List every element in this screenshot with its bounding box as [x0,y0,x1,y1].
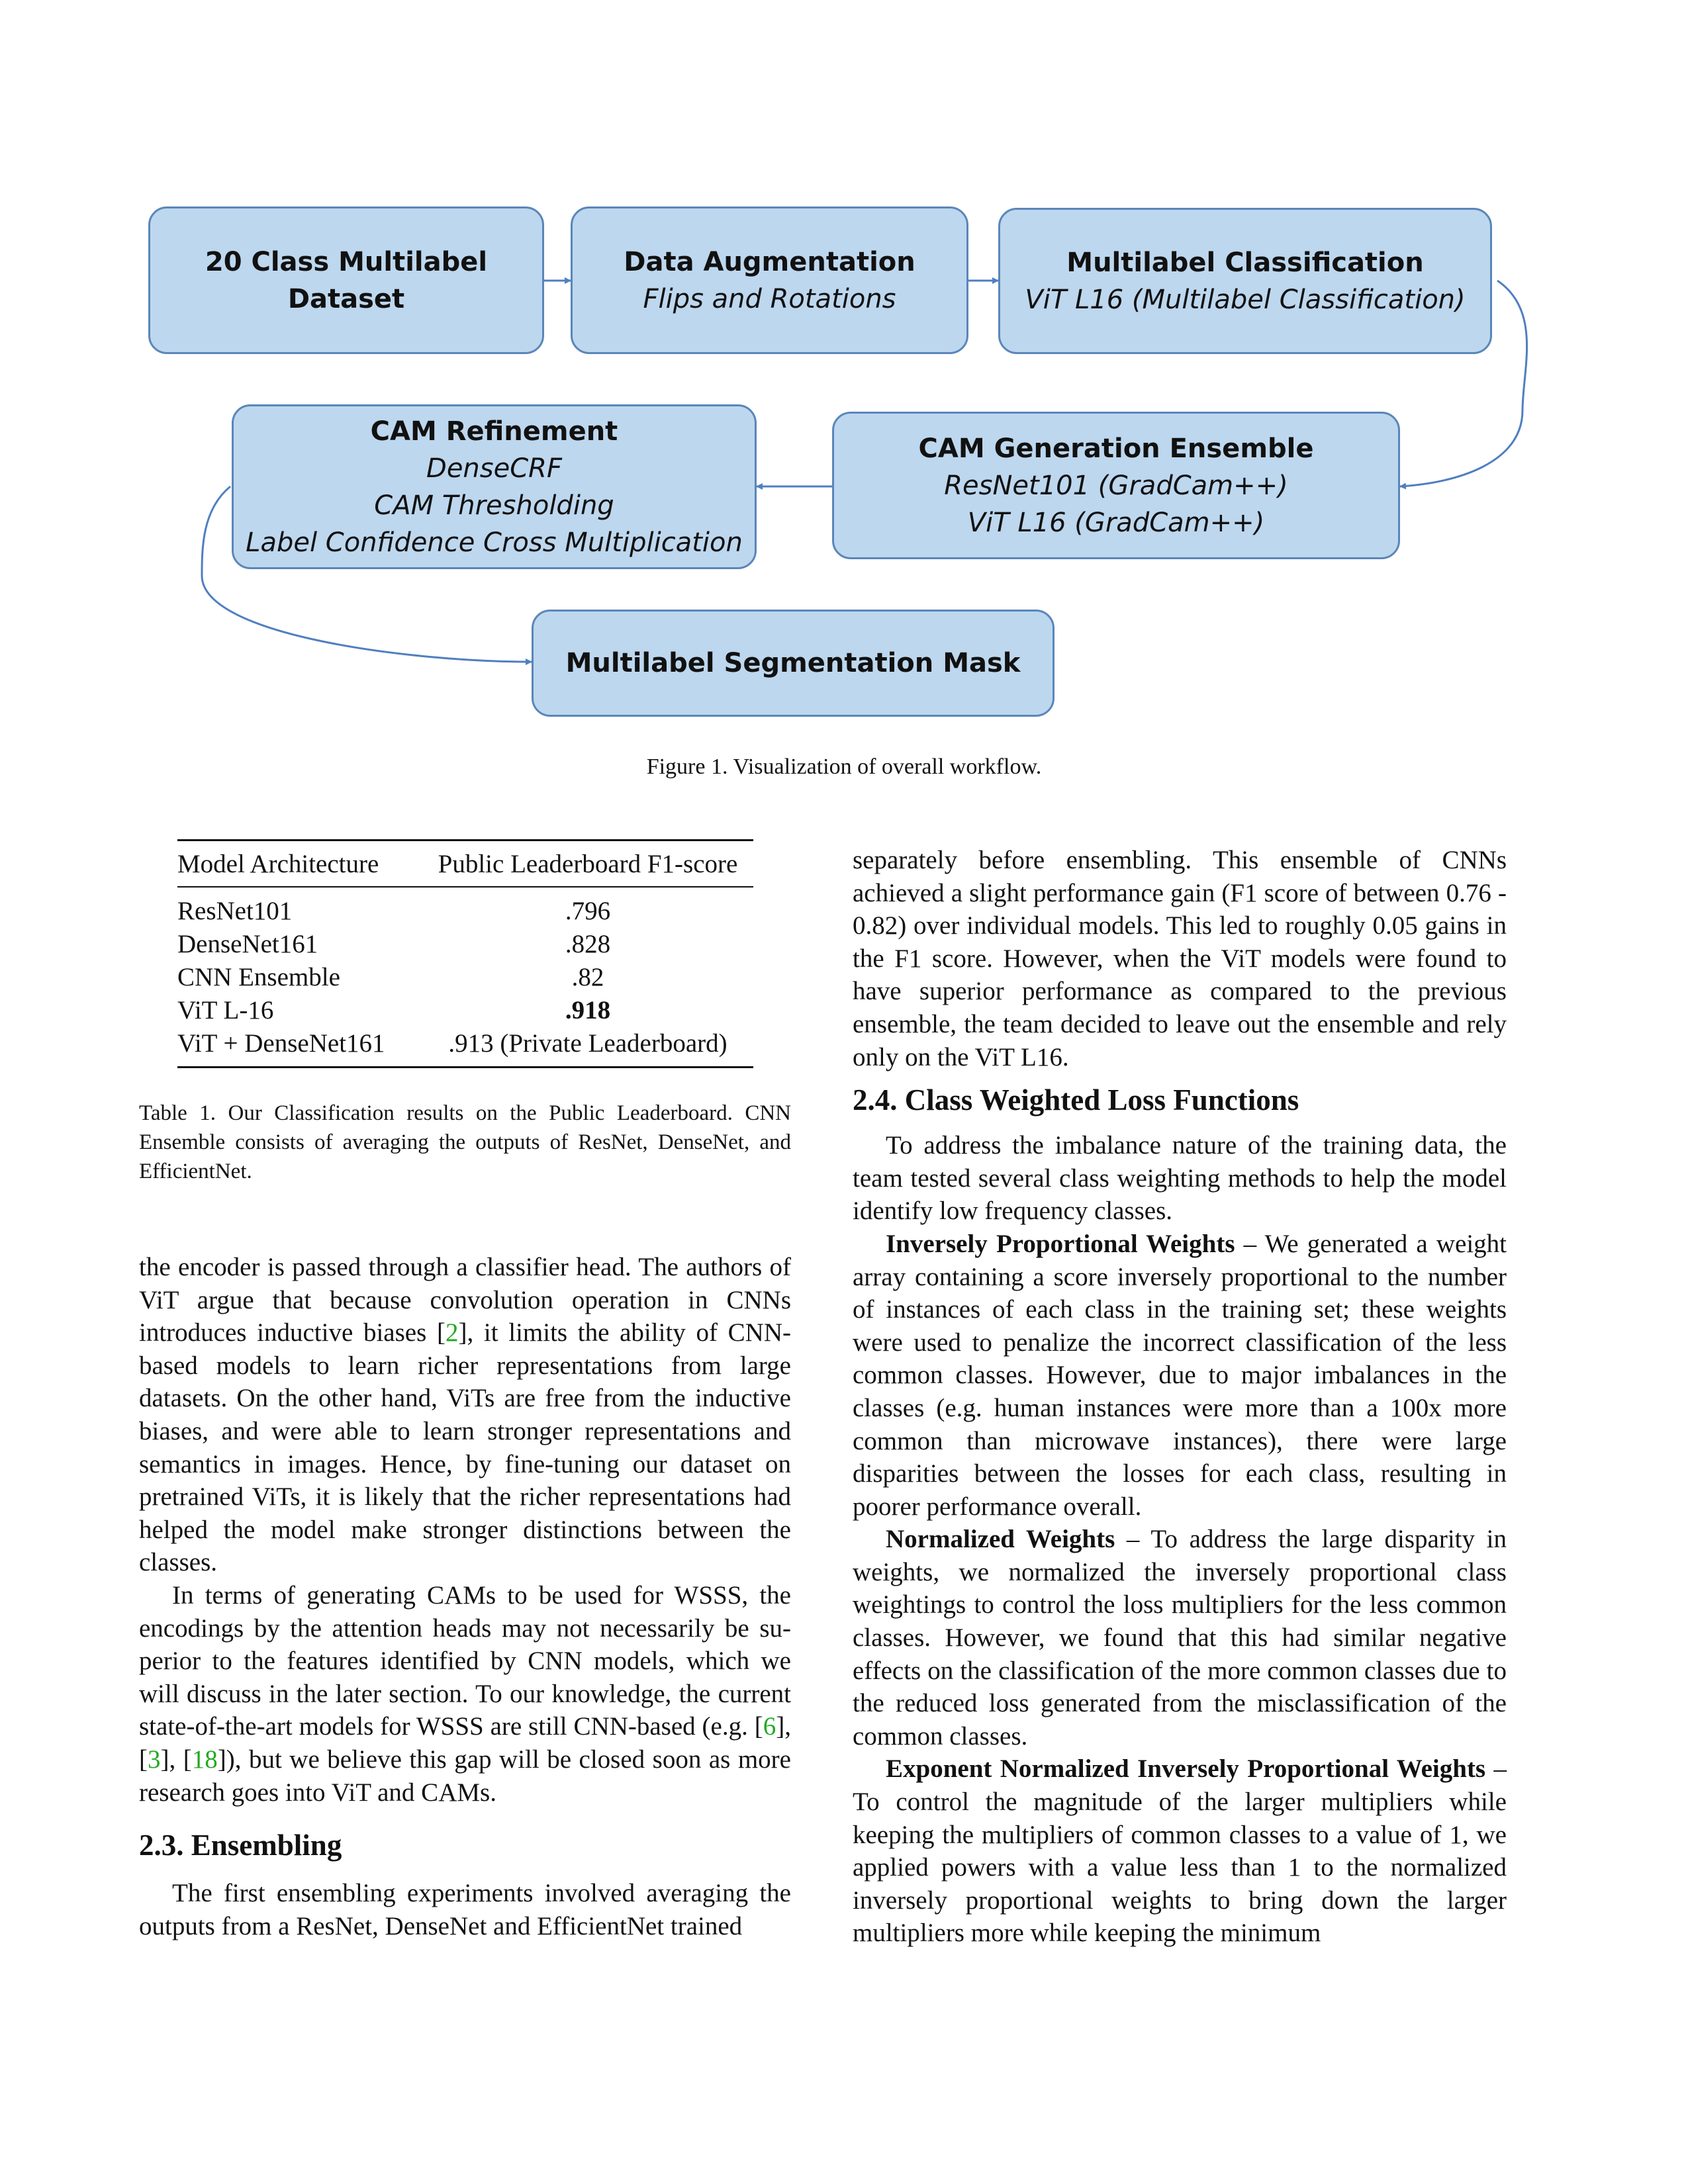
table-cell-model: CNN Ensemble [177,962,340,991]
node-refinement-sub-1: DenseCRF [426,453,562,484]
table-row [177,927,753,960]
table-row [177,960,753,993]
table-caption: Table 1. Our Classification results on the Public Leaderboard. CNN Ensemble consists of averaging the outputs of ResNet, DenseNet, and EfficientNet. [139,1101,791,1183]
right-column [853,844,1507,1950]
table-cell-model: DenseNet161 [177,929,318,958]
paragraph: To address the imbalance nature of the training data, the team tested several class weighting methods to help the model identify low frequency classes. [853,1131,1507,1226]
citation-link[interactable]: 2 [445,1318,459,1347]
table-cell-model: ResNet101 [177,896,293,925]
node-refinement-title: CAM Refinement [370,416,618,447]
node-refinement-sub-3: Label Confidence Cross Multiplication [246,527,743,558]
table-row [177,993,753,1026]
table-row [177,1026,753,1060]
citation-link[interactable]: 6 [763,1712,776,1741]
paragraph: the encoder is passed through a classifier head. The authors of ViT argue that because convolution operation in CNNs introduces inductive biases [2], it limits the ability of CNN-based models to learn richer representations from large datasets. On the other hand, ViTs are free from the inductive biases, and were able to learn stronger representations and semantics in images. Hence, by fine-tuning our dataset on pretrained ViTs, it is likely that the richer representations had helped the model make stronger distinctions between the classes. [139,1253,791,1577]
table-header-row [177,841,753,886]
table-cell-score-best: .918 [565,995,611,1024]
node-generation [832,412,1400,559]
paragraph: The first ensembling experiments involved averaging the outputs from a ResNet, DenseNet and EfficientNet trained [139,1879,791,1940]
table-header-model: Model Architecture [177,849,379,878]
left-column [139,1251,791,1942]
citation-link[interactable]: 3 [148,1745,161,1774]
node-generation-sub-1: ResNet101 (GradCam++) [944,470,1288,501]
node-augmentation-title: Data Augmentation [624,246,915,277]
paragraph: Exponent Normalized Inversely Proportional Weights – To control the magnitude of the larger multipliers while keeping the multipliers of common classes to a value of 1, we applied powers with a value less than 1 to the normalized inversely proportional weights to bring down the larger multipliers more while keeping the minimum [853,1754,1507,1948]
node-dataset [148,206,544,354]
paragraph: Normalized Weights – To address the large disparity in weights, we normalized the inversely proportional class weightings to control the loss multipliers for the less common classes. However, we found that this had similar negative effects on the classification of the more common classes due to the reduced loss generated from the misclassification of the common classes. [853,1525,1507,1751]
run-in-heading: Inversely Proportional Weights [886,1229,1235,1258]
table-row [177,894,753,927]
node-classification-title: Multilabel Classification [1066,247,1424,278]
table-cell-model: ViT L-16 [177,995,274,1024]
table-cell-model: ViT + DenseNet161 [177,1028,385,1058]
node-augmentation-sub: Flips and Rotations [643,283,896,314]
paragraph: In terms of generating CAMs to be used for WSSS, the encodings by the attention heads may not necessarily be superior to the features identified by CNN models, which we will discuss in the later section. To our knowledge, the current state-of-the-art models for WSSS are still CNN-based (e.g. [6], [3], [18]), but we believe this gap will be closed soon as more research goes into ViT and CAMs. [139,1580,791,1807]
node-generation-title: CAM Generation Ensemble [918,433,1314,464]
node-refinement-sub-2: CAM Thresholding [374,490,614,521]
node-augmentation [571,206,968,354]
paragraph: Inversely Proportional Weights – We generated a weight array containing a score inversely proportional to the number of instances of each class in the training set; these weights were used to penalize the incorrect classification of the less common classes. However, due to major imbalances in the classes (e.g. human instances were more than a 100x more common than microwave instances), there were large disparities between the losses for each class, resulting in poorer performance overall. [853,1229,1507,1521]
run-in-heading: Normalized Weights [886,1525,1115,1554]
table-cell-score: .913 (Private Leaderboard) [448,1028,727,1058]
node-refinement [232,404,757,569]
node-generation-sub-2: ViT L16 (GradCam++) [967,507,1265,538]
node-classification-sub: ViT L16 (Multilabel Classification) [1025,284,1466,315]
results-table [177,839,753,1068]
node-mask [532,610,1055,717]
table-bottom-rule [177,1066,753,1068]
table-header-score: Public Leaderboard F1-score [438,849,738,878]
paragraph: separately before ensembling. This ensemble of CNNs achieved a slight performance gain (F1 score of between 0.76 - 0.82) over individual models. This led to roughly 0.05 gains in the F1 score. However, when the ViT models were found to have superior performance as compared to the previous ensemble, the team decided to leave out the ensemble and rely only on the ViT L16. [853,846,1507,1071]
section-heading-loss-functions: 2.4. Class Weighted Loss Functions [853,1083,1299,1117]
node-dataset-title: 20 Class Multilabel Dataset [205,246,488,314]
node-mask-title: Multilabel Segmentation Mask [565,648,1021,678]
run-in-heading: Exponent Normalized Inversely Proportional Weights [886,1754,1486,1784]
workflow-figure [0,0,1688,794]
table-cell-score: .828 [565,929,611,958]
table-cell-score: .796 [565,896,611,925]
figure-caption: Figure 1. Visualization of overall workflow. [646,754,1042,779]
table-cell-score: .82 [571,962,604,991]
node-classification [998,208,1492,354]
citation-link[interactable]: 18 [191,1745,218,1774]
section-heading-ensembling: 2.3. Ensembling [139,1829,342,1862]
